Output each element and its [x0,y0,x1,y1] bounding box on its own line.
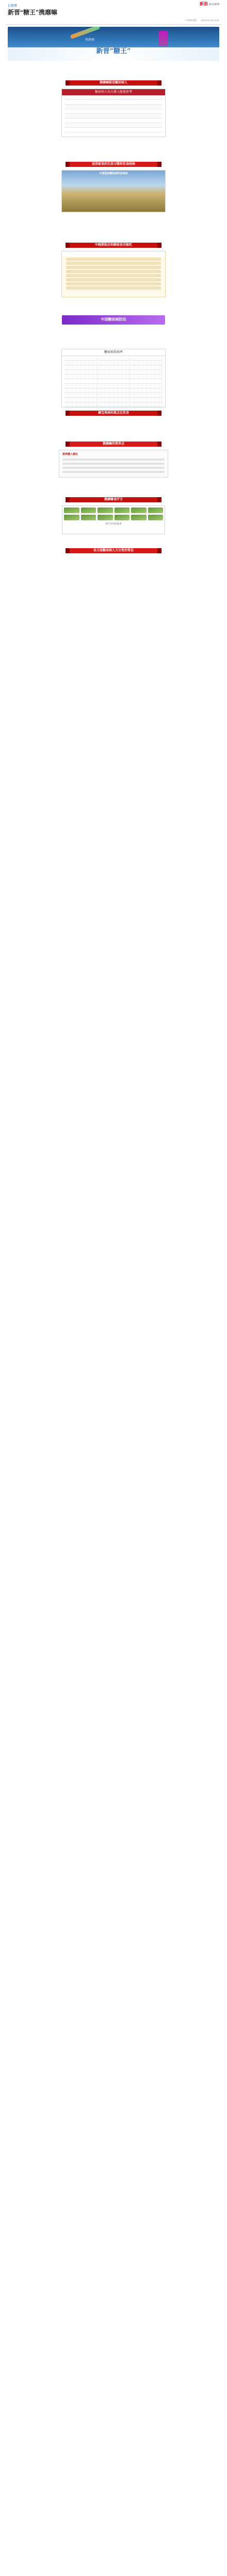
text-paragraph [6,429,221,433]
vegetable-image [148,507,164,513]
vegetables-figure [62,505,165,534]
notice-line [62,467,165,469]
chart-figure-title: 糖尿病发病率 [62,349,165,356]
vegetable-image [81,515,96,520]
text-paragraph [6,225,221,229]
vegetable-image [115,507,130,513]
text-paragraph [6,155,221,159]
section-banner: 携靡嘛食疗方 [66,497,161,502]
vegetable-image [98,515,113,520]
table-row [65,100,162,105]
vegetable-image [131,507,147,513]
text-paragraph [6,435,221,438]
text-paragraph [6,424,221,428]
drink-can-icon [158,31,168,46]
table-cell [65,109,162,113]
notice-box [59,450,168,478]
intro-paragraphs [6,63,221,77]
logo-text: 新浪 [199,2,208,6]
chart-row [65,370,162,375]
insulin-pen-icon [70,27,100,39]
section-banner: 携靡嘛的营养点 [66,442,161,447]
vegetable-image [64,507,79,513]
chart-row [65,375,162,379]
section-paragraphs [6,556,221,571]
photo-caption: 中国国家糖尿病防治指南 [99,172,128,176]
table-cell [65,95,162,99]
text-paragraph [6,343,221,346]
text-paragraph [6,567,221,571]
text-paragraph [6,337,221,341]
vegetable-image [148,515,164,520]
section-banner: 中晚期饭后和睡前是否能吃 [66,243,161,248]
vegetable-image [115,515,130,520]
text-paragraph [6,536,221,540]
text-paragraph [6,144,221,148]
table-row [65,128,162,132]
list-line [66,286,161,290]
text-paragraph [6,74,221,77]
section-paragraphs [6,419,221,438]
vegetable-image [98,507,113,513]
list-figure-title [62,251,165,257]
top-bar [6,0,221,9]
section-paragraphs [6,139,221,159]
chart-row [65,393,162,398]
table-cell [65,114,162,118]
table-cell [65,100,162,104]
table-row [65,123,162,128]
text-paragraph [6,219,221,223]
article-page [6,0,221,2576]
logo-subtext: 新浪微博 [208,3,219,6]
section-paragraphs [6,536,221,546]
list-line [66,282,161,285]
table-cell [65,118,162,123]
text-paragraph [6,63,221,66]
chart-row [65,384,162,388]
table-row [65,118,162,123]
text-paragraph [6,556,221,560]
text-paragraph [6,480,221,483]
text-paragraph [6,299,221,303]
text-paragraph [6,419,221,422]
section-banner: 各方面糖尿病人力立性的常态 [66,548,161,553]
table-row [65,95,162,100]
chart-row [65,361,162,365]
table-cell [65,123,162,127]
list-line [66,262,161,265]
text-paragraph [6,310,221,313]
chart-row [65,356,162,361]
table-row [65,105,162,109]
vegetable-image [81,507,96,513]
vegetables-caption: 推荐食用的蔬菜 [105,522,122,526]
text-paragraph [6,139,221,143]
text-paragraph [6,332,221,336]
section-paragraphs [6,327,221,346]
text-paragraph [6,235,221,239]
text-paragraph [6,149,221,153]
hero-banner [8,27,219,61]
article-date: 2013-03-18 14:47 [201,19,219,22]
text-paragraph [6,541,221,545]
section-banner: 适用家里的生活习惯和饮食结构 [66,162,161,167]
article-source: 中国新闻网 [185,19,197,22]
chart-row [65,365,162,370]
table-figure [61,89,166,137]
section-banner: 痛宝贵病的重点在饮食 [66,411,161,416]
notice-line [62,471,165,473]
section-banner: 携靡嘛就是糖尿病人 [66,80,161,86]
text-paragraph [6,68,221,72]
hero-subtitle: 携靡嘛 [85,39,95,42]
text-paragraph [6,490,221,494]
notice-line [62,463,165,465]
farm-photo [61,170,166,212]
chart-row [65,402,162,407]
table-row [65,109,162,114]
text-paragraph [6,485,221,488]
vegetable-image [64,515,79,520]
table-cell [65,105,162,109]
text-paragraph [6,304,221,308]
hero-title: 新晋“糖王” [96,47,131,55]
text-paragraph [6,214,221,218]
data-chart-figure [61,349,166,408]
list-line [66,266,161,269]
list-line [66,258,161,261]
text-paragraph [6,327,221,330]
notice-title: 营养摄入建议 [62,452,78,456]
text-paragraph [6,230,221,234]
table-row [65,114,162,118]
list-line [66,278,161,281]
section-paragraphs [6,480,221,494]
chart-row [65,398,162,402]
breadcrumb[interactable]: 长微博 [8,5,18,8]
article-meta [6,19,221,25]
list-line [66,274,161,277]
chart-row [65,379,162,384]
list-line [66,270,161,273]
section-paragraphs [6,214,221,239]
promo-banner: 中国糖尿病防治 [62,315,165,325]
notice-line [62,459,165,461]
chart-row [65,388,162,393]
section-paragraphs [6,299,221,314]
vegetable-image [131,515,147,520]
list-figure [61,251,166,297]
table-figure-title: 糖尿病人每日摄入能量参考 [62,89,165,95]
table-cell [65,128,162,132]
site-logo[interactable] [200,2,219,7]
page-title: 新晋“糖王”携靡嘛 [8,9,58,16]
text-paragraph [6,562,221,566]
